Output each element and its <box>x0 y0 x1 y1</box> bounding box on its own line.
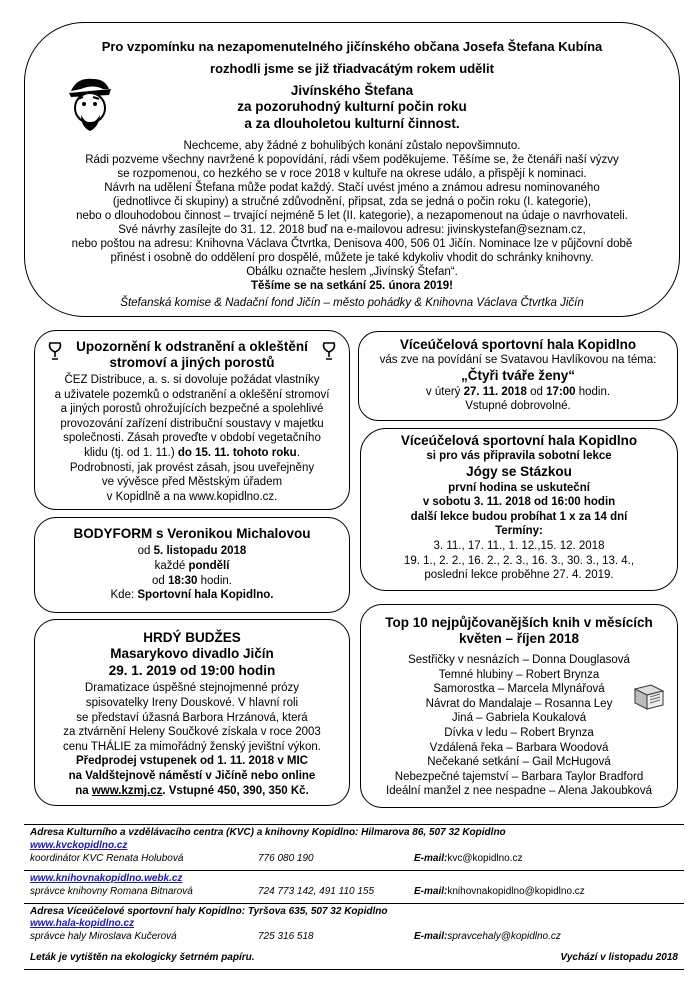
award-desc-1: za pozoruhodný kulturní počin roku <box>237 99 467 115</box>
theatre-text: Dramatizace úspěšné stejnojmenné prózy <box>84 682 300 695</box>
eco-note: Leták je vytištěn na ekologicky šetrném papíru. <box>30 952 255 963</box>
award-name: Jivínského Štefana <box>290 82 414 98</box>
ticket-info: na www.kzmj.cz. Vstupné 450, 390, 350 Kč. <box>75 784 309 797</box>
yoga-dates: poslední lekce proběhne 27. 4. 2019. <box>424 569 614 582</box>
notice-text: a jiných porostů ohrožujících bezpečné a spolehlivé <box>60 403 324 416</box>
hall-phone: 725 316 518 <box>258 931 314 942</box>
top-books <box>360 604 678 808</box>
intro-text: Nechceme, aby žádné z bohulibých konání zůstalo nepovšimnuto. <box>183 140 521 153</box>
notice-text: a uživatele pozemků o odstranění a oklešění stromoví <box>54 388 330 401</box>
signature: Štefanská komise & Nadační fond Jičín – město pohádky & Knihovna Václava Čtvrtka Jičín <box>120 297 584 310</box>
intro-line-1: Pro vzpomínku na nezapomenutelného jičínského občana Josefa Štefana Kubína <box>101 39 603 54</box>
award-announcement <box>24 22 680 317</box>
book-item: Nečekané setkání – Gail McHugová <box>427 756 611 769</box>
hall-address: Adresa Víceúčelové sportovní haly Kopidlno: Tyršova 635, 507 32 Kopidlno <box>30 905 388 917</box>
book-item: Jiná – Gabriela Koukalová <box>451 712 587 725</box>
theatre-text: za ztvárnění Heleny Součkové získala v roce 2003 <box>63 726 321 739</box>
hall-web-link[interactable]: www.hala-kopidlno.cz <box>30 918 135 929</box>
notice-text: ve vývěsce před Městským úřadem <box>101 476 283 489</box>
talk-invite: vás zve na povídání se Svatavou Havlíkovou na téma: <box>379 354 657 367</box>
stefan-portrait-icon <box>63 75 115 135</box>
talk-when: v úterý 27. 11. 2018 od 17:00 hodin. <box>425 385 611 398</box>
book-item: Nebezpečné tajemství – Barbara Taylor Bradford <box>394 770 644 783</box>
bodyform-event <box>34 517 350 613</box>
yoga-text: si pro vás připravila sobotní lekce <box>426 450 612 463</box>
theatre-title: HRDÝ BUDŽES <box>143 630 241 645</box>
hall-title: Víceúčelová sportovní hala Kopidlno <box>399 337 637 352</box>
yoga-dates-label: Termíny: <box>495 525 543 538</box>
notice-text: provozování zařízení distribuční soustavy v majetku <box>60 417 324 430</box>
talk-event <box>358 331 678 421</box>
kvc-web-link[interactable]: www.kvckopidlno.cz <box>30 839 128 851</box>
yoga-event <box>360 428 678 591</box>
theatre-venue: Masarykovo divadlo Jičín <box>110 646 274 662</box>
talk-entry: Vstupné dobrovolné. <box>465 400 571 413</box>
notice-title: Upozornění k odstranění a okleštění <box>76 339 308 354</box>
bodyform-place: Kde: Sportovní hala Kopidlno. <box>110 589 274 602</box>
issue-date: Vychází v listopadu 2018 <box>560 952 678 963</box>
talk-topic: „Čtyři tváře ženy“ <box>460 368 576 384</box>
award-desc-2: a za dlouholetou kulturní činnost. <box>244 115 460 131</box>
theatre-text: cenu THÁLIE za mimořádný ženský jevištní výkon. <box>62 740 321 753</box>
notice-text: v Kopidlně a na www.kopidlno.cz. <box>106 490 278 503</box>
yoga-text: první hodina se uskuteční <box>448 481 590 494</box>
books-icon <box>631 681 667 713</box>
theatre-date: 29. 1. 2019 od 19:00 hodin <box>108 662 276 678</box>
intro-text: (jednotlivce či skupiny) a stručné zdůvodnění, připsat, zda se jedná o počin roku (I. kategorie), <box>112 196 592 209</box>
yoga-title: Jógy se Stázkou <box>466 464 572 480</box>
notice-text: Podrobnosti, jak provést zásah, jsou uveřejněny <box>69 461 315 474</box>
top-books-title: Top 10 nejpůjčovanějších knih v měsících <box>385 615 653 630</box>
intro-text: přinést i osobně do oddělení pro dospělé, můžete je také kdykoliv vhodit do schránky knihovny. <box>110 252 594 265</box>
hall-person: správce haly Miroslava Kučerová <box>30 931 177 942</box>
library-web-link[interactable]: www.knihovnakopidlno.webk.cz <box>30 872 183 884</box>
bodyform-time: od 18:30 hodin. <box>152 574 232 587</box>
notice-text: ČEZ Distribuce, a. s. si dovoluje požádat vlastníky <box>64 373 320 386</box>
yoga-text: v sobotu 3. 11. 2018 od 16:00 hodin <box>422 496 616 509</box>
library-person: správce knihovny Romana Bitnarová <box>30 885 193 897</box>
meeting-date: Těšíme se na setkání 25. února 2019! <box>251 280 453 293</box>
intro-text: Své návrhy zasílejte do 31. 12. 2018 buď na e-mailovou adresu: jivinskystefan@seznam.cz, <box>118 224 586 237</box>
presale-info: na Valdštejnově náměstí v Jičíně nebo online <box>68 769 316 782</box>
kvc-phone: 776 080 190 <box>258 852 314 864</box>
intro-text: Návrh na udělení Štefana může podat každý. Stačí uvést jméno a známou adresu nominovaného <box>104 182 600 195</box>
top-books-title: květen – říjen 2018 <box>458 631 580 647</box>
yoga-dates: 3. 11., 17. 11., 1. 12.,15. 12. 2018 <box>433 539 605 552</box>
yoga-text: další lekce budou probíhat 1 x za 14 dní <box>410 510 628 523</box>
notice-title: stromoví a jiných porostů <box>109 355 275 371</box>
tree-trimming-notice <box>34 330 350 510</box>
kvc-person: koordinátor KVC Renata Holubová <box>30 852 184 864</box>
kvc-address: Adresa Kulturního a vzdělávacího centra (KVC) a knihovny Kopidlno: Hilmarova 86, 507 32 Kopidlno <box>30 827 506 838</box>
bodyform-day: každé pondělí <box>154 560 230 573</box>
book-item: Návrat do Mandalaje – Rosanna Ley <box>425 697 613 710</box>
book-item: Ideální manžel z nee nespadne – Alena Jakoubková <box>386 785 652 798</box>
notice-text: společnosti. Zásah proveďte v období vegetačního <box>63 432 321 445</box>
library-phone: 724 773 142, 491 110 155 <box>258 885 375 897</box>
intro-text: Rádi pozveme všechny navržené k popovídání, rádi všem poděkujeme. Těšíme se, že čtenáři naší výzvy <box>85 154 619 167</box>
theatre-text: spisovatelky Ireny Douskové. V hlavní roli <box>85 697 299 709</box>
book-item: Sestřičky v nesnázích – Donna Douglasová <box>408 653 630 666</box>
intro-text: nebo o dlouhodobou činnost – trvající nejméně 5 let (II. kategorie), a nezapomenout na údaje o navrhovateli. <box>76 210 628 223</box>
theatre-event <box>34 619 350 806</box>
presale-info: Předprodej vstupenek od 1. 11. 2018 v MIC <box>75 755 308 768</box>
book-item: Vzdálená řeka – Barbara Woodová <box>429 741 609 754</box>
intro-text: Obálku označte heslem „Jivínský Štefan“. <box>246 266 458 279</box>
intro-line-2: rozhodli jsme se již třiadvacátým rokem udělit <box>210 60 494 76</box>
contacts-footer <box>24 820 684 972</box>
yoga-dates: 19. 1., 2. 2., 16. 2., 2. 3., 16. 3., 30. 3., 13. 4., <box>403 554 635 567</box>
theatre-text: se představí úžasná Barbora Hrzánová, která <box>76 711 308 724</box>
library-email: E-mail: knihovnakopidlno@kopidlno.cz <box>414 885 585 897</box>
notice-deadline: klidu (tj. od 1. 11.) do 15. 11. tohoto roku. <box>84 446 300 459</box>
hall-email: E-mail: spravcehaly@kopidlno.cz <box>414 931 561 942</box>
intro-text: nebo poštou na adresu: Knihovna Václava Čtvrtka, Denisova 400, 506 01 Jičín. Nominace lze v půjčovní době <box>71 238 633 251</box>
kzmj-link[interactable]: www.kzmj.cz <box>91 784 163 797</box>
book-item: Dívka v ledu – Robert Brynza <box>444 726 594 739</box>
intro-body <box>59 139 645 279</box>
bodyform-start: od 5. listopadu 2018 <box>137 545 247 558</box>
lamp-icon <box>47 341 63 361</box>
lamp-icon <box>321 341 337 361</box>
intro-text: se rozpomenou, co hezkého se v roce 2018 v kultuře na okrese událo, a přispějí k nominaci. <box>117 168 587 181</box>
hall-title: Víceúčelová sportovní hala Kopidlno <box>400 433 638 448</box>
book-item: Temné hlubiny – Robert Brynza <box>438 668 600 681</box>
book-item: Samorostka – Marcela Mlynářová <box>433 683 605 696</box>
kvc-email: E-mail: kvc@kopidlno.cz <box>414 852 523 864</box>
bodyform-title: BODYFORM s Veronikou Michalovou <box>73 526 311 541</box>
